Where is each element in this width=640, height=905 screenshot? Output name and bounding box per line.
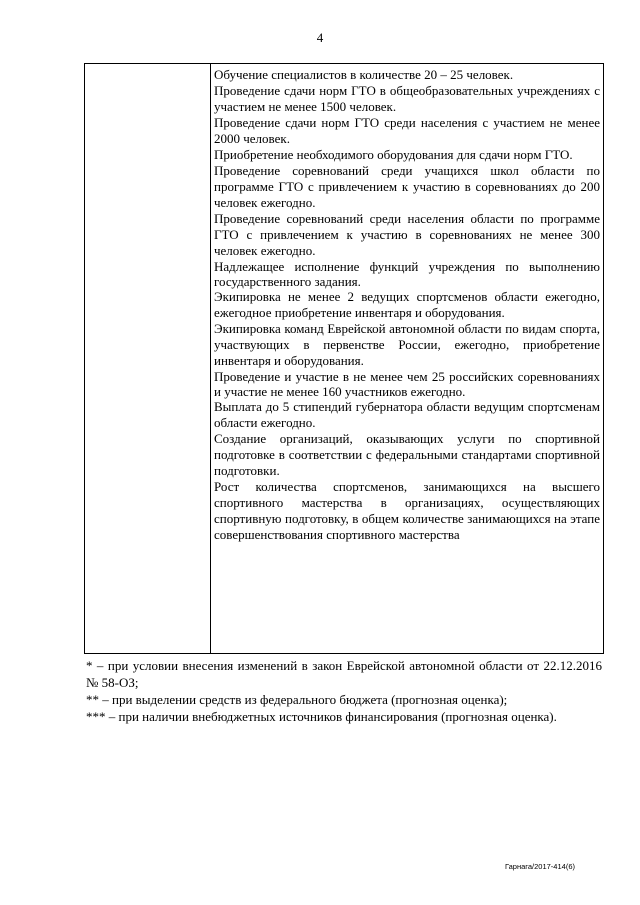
result-item: Проведение сдачи норм ГТО среди населения с участием не менее 2000 человек. bbox=[214, 115, 600, 146]
footnote: * – при условии внесения изменений в закон Еврейской автономной области от 22.12.2016 № 58-ОЗ; bbox=[86, 658, 602, 690]
document-stamp: Гарнага/2017-414(6) bbox=[505, 862, 575, 871]
result-item: Обучение специалистов в количестве 20 – 25 человек. bbox=[214, 67, 514, 82]
result-item: Проведение соревнований среди учащихся школ области по программе ГТО с привлечением к участию в соревнованиях до 200 человек ежегодно. bbox=[214, 163, 600, 210]
result-item: Рост количества спортсменов, занимающихся на высшего спортивного мастерства в организациях, осуществляющих спортивную подготовку, в общем количестве занимающихся на этапе совершенствования спортивного мастерства bbox=[214, 479, 600, 542]
result-item: Экипировка не менее 2 ведущих спортсменов области ежегодно, ежегодное приобретение инвентаря и оборудования. bbox=[214, 289, 600, 320]
result-item: Надлежащее исполнение функций учреждения по выполнению государственного задания. bbox=[214, 259, 600, 289]
result-item: Выплата до 5 стипендий губернатора области ведущим спортсменам области ежегодно. bbox=[214, 399, 600, 430]
result-item: Проведение сдачи норм ГТО в общеобразовательных учреждениях с участием не менее 1500 человек. bbox=[214, 83, 600, 114]
page-number: 4 bbox=[316, 30, 324, 45]
table-right-column bbox=[211, 64, 603, 653]
footnote: ** – при выделении средств из федерального бюджета (прогнозная оценка); bbox=[86, 692, 508, 707]
result-item: Создание организаций, оказывающих услуги по спортивной подготовке в соответствии с федеральными стандартами спортивной подготовки. bbox=[214, 431, 600, 478]
footnotes bbox=[86, 657, 602, 725]
result-item: Экипировка команд Еврейской автономной области по видам спорта, участвующих в первенстве России, ежегодно, приобретение инвентаря и оборудования. bbox=[214, 321, 600, 368]
footnote: *** – при наличии внебюджетных источников финансирования (прогнозная оценка). bbox=[86, 709, 557, 724]
result-item: Приобретение необходимого оборудования для сдачи норм ГТО. bbox=[214, 147, 573, 162]
result-item: Проведение соревнований среди населения области по программе ГТО с привлечением к участию в соревнованиях не менее 300 человек ежегодно. bbox=[214, 211, 600, 258]
results-table bbox=[84, 63, 604, 654]
result-item: Проведение и участие в не менее чем 25 российских соревнованиях и участие не менее 160 участников ежегодно. bbox=[214, 369, 600, 399]
table-left-column bbox=[85, 64, 211, 653]
